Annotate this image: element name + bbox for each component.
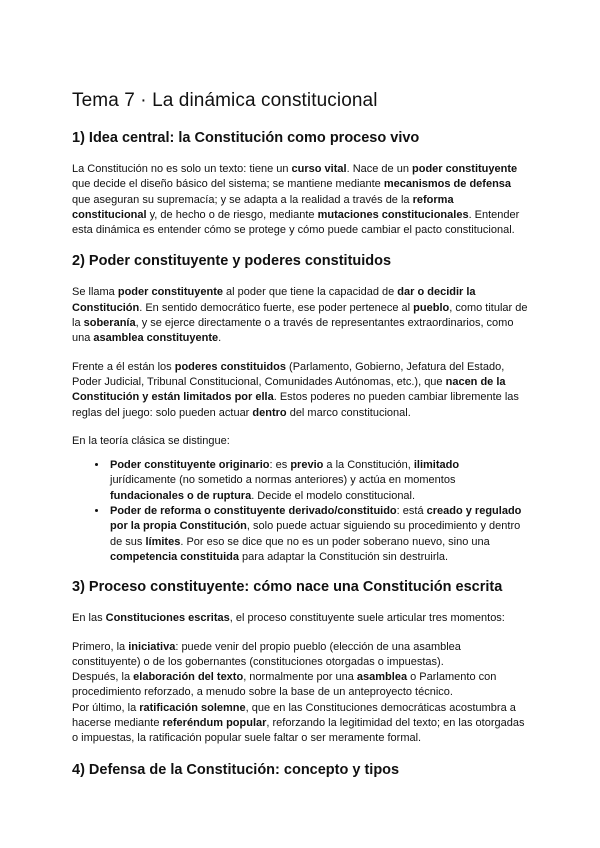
- bold-run: asamblea constituyente: [93, 332, 219, 345]
- text-run: Por último, la: [72, 701, 140, 714]
- bold-run: competencia constituida: [110, 550, 239, 563]
- list-item: [108, 504, 528, 565]
- text-run: que decide el diseño básico del sistema; se mantiene mediante: [72, 178, 384, 191]
- text-run: , que en las Constituciones democráticas acostumbra a hacerse mediante: [72, 701, 516, 730]
- section-2-paragraph-3: En la teoría clásica se distingue:: [72, 434, 230, 447]
- bold-run: poder constituyente: [117, 286, 223, 299]
- section-3-heading: 3) Proceso constituyente: cómo nace una Constitución escrita: [72, 579, 503, 596]
- text-run: La Constitución no es solo un texto: tiene un: [72, 163, 292, 175]
- text-run: . Decide el modelo constitucional.: [251, 489, 416, 502]
- text-run: . Por eso se dice que no es un poder soberano nuevo, sino una: [180, 535, 490, 548]
- process-step-initiative: [72, 640, 528, 671]
- text-run: . Entender esta dinámica es entender cómo se protege y cómo puede cambiar el pacto constitucional.: [72, 208, 520, 237]
- text-run: , solo puede actuar siguiendo su procedimiento y dentro de sus: [110, 520, 521, 548]
- bold-run: nacen de la Constitución y están limitados por ella: [72, 375, 506, 404]
- bold-run: dar o decidir la Constitución: [72, 286, 476, 314]
- document-page: [72, 88, 528, 794]
- bold-run: asamblea: [356, 671, 408, 684]
- text-run: , el proceso constituyente suele articular tres momentos:: [229, 612, 505, 625]
- process-step-drafting: [72, 670, 528, 701]
- bold-run: iniciativa: [128, 640, 176, 653]
- list-item: [108, 458, 528, 504]
- text-run: . En sentido democrático fuerte, ese poder pertenece al: [139, 301, 414, 314]
- text-run: , normalmente por una: [243, 671, 357, 684]
- bold-run: ratificación solemne: [139, 701, 246, 714]
- text-run: , y se ejerce directamente o a través de representantes extraordinarios, como una: [72, 317, 514, 345]
- text-run: a la Constitución,: [323, 459, 414, 472]
- bold-run: referéndum popular: [162, 717, 267, 730]
- bold-run: elaboración del texto: [133, 671, 244, 684]
- bold-run: reforma constitucional: [72, 193, 454, 221]
- text-run: o Parlamento con procedimiento reforzado, a menudo sobre la base de un anteproyecto técnico.: [72, 671, 497, 699]
- text-run: , como titular de la: [72, 301, 528, 330]
- section-2-paragraph-1: [72, 285, 528, 346]
- bold-run: curso vital: [291, 163, 347, 175]
- text-run: Se llama: [72, 286, 118, 299]
- text-run: . Nace de un: [346, 163, 413, 175]
- bold-run: límites: [145, 535, 181, 548]
- text-run: Después, la: [72, 671, 134, 684]
- text-run: al poder que tiene la capacidad de: [222, 286, 398, 299]
- section-1-paragraph-1: [72, 162, 528, 238]
- section-1-heading: 1) Idea central: la Constitución como proceso vivo: [72, 130, 420, 146]
- text-run: del marco constitucional.: [286, 406, 411, 419]
- text-run: Frente a él están los: [72, 360, 175, 373]
- text-run: .: [218, 332, 222, 345]
- text-run: y, de hecho o de riesgo, mediante: [146, 208, 318, 221]
- text-run: . Estos poderes no pueden cambiar libremente las reglas del juego: solo pueden actuar: [72, 391, 519, 419]
- bold-run: mutaciones constitucionales: [317, 208, 469, 221]
- process-step-ratification: [72, 701, 528, 747]
- section-3-paragraph-2: [72, 640, 528, 747]
- bold-run: ilimitado: [413, 459, 460, 472]
- text-run: para adaptar la Constitución sin destruirla.: [238, 550, 449, 563]
- bold-run: fundacionales o de ruptura: [110, 489, 252, 502]
- bold-run: soberanía: [83, 317, 136, 330]
- bold-run: dentro: [252, 406, 287, 419]
- bold-run: Poder de reforma o constituyente derivado/constituido: [110, 505, 397, 518]
- section-2-heading: 2) Poder constituyente y poderes constituidos: [72, 253, 392, 270]
- bold-run: pueblo: [413, 301, 450, 314]
- bold-run: poder constituyente: [412, 163, 518, 175]
- bold-run: creado y regulado por la propia Constitución: [110, 505, 522, 533]
- text-run: Primero, la: [72, 640, 129, 653]
- section-3-paragraph-1: [72, 611, 528, 626]
- section-4-heading: 4) Defensa de la Constitución: concepto y tipos: [72, 761, 400, 778]
- constituent-power-list: [72, 458, 528, 565]
- bold-run: Poder constituyente originario: [110, 459, 270, 472]
- text-run: (Parlamento, Gobierno, Jefatura del Estado, Poder Judicial, Tribunal Constitucional, Comunidades Autónomas, etc.), que: [72, 360, 505, 388]
- text-run: jurídicamente (no sometido a normas anteriores) y actúa en momentos: [110, 474, 456, 487]
- text-run: : es: [269, 459, 291, 472]
- bold-run: poderes constituidos: [174, 360, 286, 373]
- text-run: que aseguran su supremacía; y se adapta a la realidad a través de la: [72, 193, 413, 206]
- text-run: : puede venir del propio pueblo (elección de una asamblea constituyente) o de los gobernantes (constituciones otorgadas o impuestas).: [72, 640, 461, 668]
- text-run: , reforzando la legitimidad del texto; en las otorgadas o impuestas, la ratificación popular suele faltar o ser meramente formal.: [72, 717, 525, 745]
- bold-run: previo: [290, 459, 324, 472]
- bold-run: mecanismos de defensa: [383, 178, 512, 191]
- bold-run: Constituciones escritas: [105, 612, 230, 625]
- text-run: : está: [396, 505, 427, 518]
- document-title: Tema 7 · La dinámica constitucional: [72, 90, 378, 111]
- section-2-paragraph-2: [72, 360, 528, 421]
- text-run: En las: [72, 612, 106, 625]
